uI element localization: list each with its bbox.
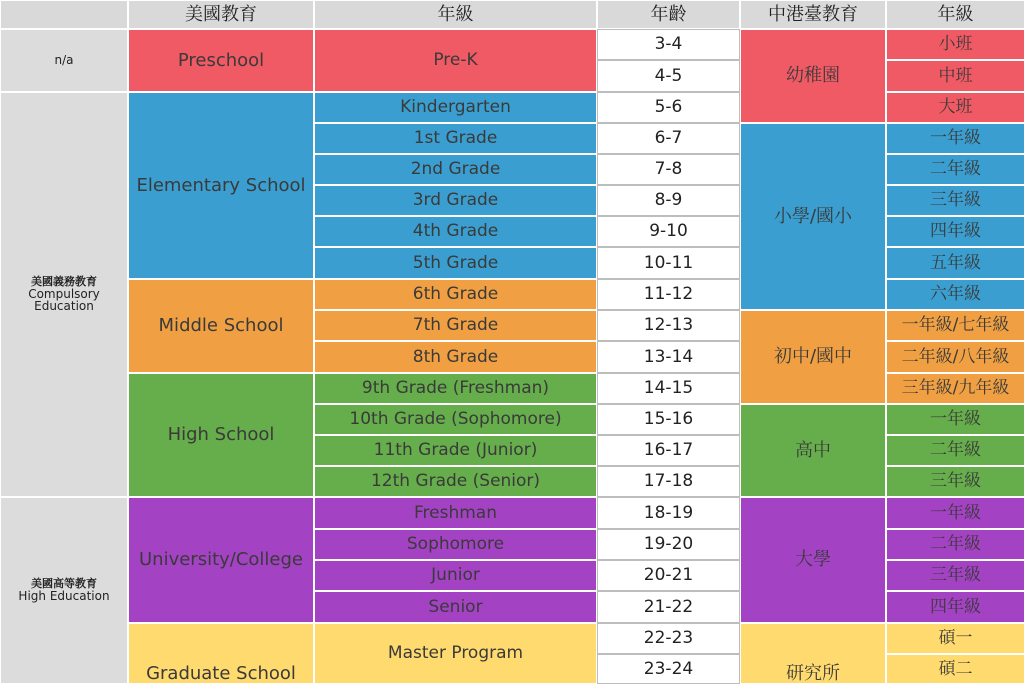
header-us-education: 美國教育 — [128, 0, 314, 29]
us-grade-1: 1st Grade — [314, 123, 597, 154]
cn-grade-p6: 六年級 — [886, 279, 1025, 310]
age-cell: 17-18 — [597, 466, 740, 497]
age-cell: 12-13 — [597, 310, 740, 341]
age-cell: 21-22 — [597, 591, 740, 623]
us-level-elementary: Elementary School — [128, 92, 314, 279]
cn-level-university: 大學 — [740, 497, 886, 623]
us-grade-freshman: Freshman — [314, 497, 597, 529]
us-grade-master: Master Program — [314, 623, 597, 684]
us-grade-8: 8th Grade — [314, 341, 597, 373]
cn-grade-u4: 四年級 — [886, 591, 1025, 623]
us-grade-11: 11th Grade (Junior) — [314, 435, 597, 466]
header-cn-education: 中港臺教育 — [740, 0, 886, 29]
cn-grade-p2: 二年級 — [886, 154, 1025, 185]
cn-grade-big: 大班 — [886, 92, 1025, 123]
us-level-graduate: Graduate School — [128, 623, 314, 684]
section-higher-cn: 美國高等教育 — [31, 577, 97, 591]
section-compulsory-en-2: Education — [34, 299, 94, 314]
age-cell: 11-12 — [597, 279, 740, 310]
us-level-high: High School — [128, 373, 314, 497]
us-grade-7: 7th Grade — [314, 310, 597, 341]
section-compulsory-cn: 美國義務教育 — [31, 275, 97, 289]
section-higher — [0, 497, 128, 684]
us-grade-junior: Junior — [314, 560, 597, 591]
us-grade-senior: Senior — [314, 591, 597, 623]
section-higher-en: High Education — [18, 588, 110, 603]
section-compulsory-en-1: Compulsory — [28, 286, 100, 301]
us-level-university: University/College — [128, 497, 314, 623]
cn-grade-j3: 三年級/九年級 — [886, 373, 1025, 404]
cn-grade-small: 小班 — [886, 29, 1025, 60]
us-grade-10: 10th Grade (Sophomore) — [314, 404, 597, 435]
cn-level-senior-high: 高中 — [740, 404, 886, 497]
cn-grade-u1: 一年級 — [886, 497, 1025, 529]
us-grade-6: 6th Grade — [314, 279, 597, 310]
section-na — [0, 29, 128, 92]
us-grade-4: 4th Grade — [314, 216, 597, 247]
us-grade-3: 3rd Grade — [314, 185, 597, 216]
header-us-grade: 年級 — [314, 0, 597, 29]
section-na-label: n/a — [54, 53, 74, 68]
age-cell: 15-16 — [597, 404, 740, 435]
age-cell: 13-14 — [597, 341, 740, 373]
cn-grade-h1: 一年級 — [886, 404, 1025, 435]
cn-grade-u2: 二年級 — [886, 529, 1025, 560]
age-cell: 23-24 — [597, 654, 740, 684]
age-cell: 14-15 — [597, 373, 740, 404]
cn-grade-h3: 三年級 — [886, 466, 1025, 497]
us-grade-pre-k: Pre-K — [314, 29, 597, 92]
header-age: 年齡 — [597, 0, 740, 29]
cn-grade-p1: 一年級 — [886, 123, 1025, 154]
cn-level-graduate: 研究所 — [740, 623, 886, 684]
cn-level-primary: 小學/國小 — [740, 123, 886, 310]
cn-grade-middle: 中班 — [886, 60, 1025, 92]
age-cell: 10-11 — [597, 247, 740, 279]
cn-grade-m2: 碩二 — [886, 654, 1025, 684]
section-compulsory — [0, 92, 128, 497]
us-level-preschool: Preschool — [128, 29, 314, 92]
age-cell: 9-10 — [597, 216, 740, 247]
age-cell: 5-6 — [597, 92, 740, 123]
cn-grade-m1: 碩一 — [886, 623, 1025, 654]
age-cell: 19-20 — [597, 529, 740, 560]
age-cell: 22-23 — [597, 623, 740, 654]
cn-level-junior-high: 初中/國中 — [740, 310, 886, 404]
cn-grade-p5: 五年級 — [886, 247, 1025, 279]
cn-grade-u3: 三年級 — [886, 560, 1025, 591]
us-grade-2: 2nd Grade — [314, 154, 597, 185]
age-cell: 4-5 — [597, 60, 740, 92]
cn-grade-j1: 一年級/七年級 — [886, 310, 1025, 341]
cn-grade-p4: 四年級 — [886, 216, 1025, 247]
age-cell: 18-19 — [597, 497, 740, 529]
age-cell: 7-8 — [597, 154, 740, 185]
cn-grade-j2: 二年級/八年級 — [886, 341, 1025, 373]
age-cell: 3-4 — [597, 29, 740, 60]
age-cell: 8-9 — [597, 185, 740, 216]
us-grade-12: 12th Grade (Senior) — [314, 466, 597, 497]
us-level-middle: Middle School — [128, 279, 314, 373]
us-grade-5: 5th Grade — [314, 247, 597, 279]
cn-grade-p3: 三年級 — [886, 185, 1025, 216]
cn-grade-h2: 二年級 — [886, 435, 1025, 466]
header-blank — [0, 0, 128, 29]
age-cell: 16-17 — [597, 435, 740, 466]
age-cell: 6-7 — [597, 123, 740, 154]
age-cell: 20-21 — [597, 560, 740, 591]
cn-level-kindergarten: 幼稚園 — [740, 29, 886, 123]
us-grade-sophomore: Sophomore — [314, 529, 597, 560]
us-grade-9: 9th Grade (Freshman) — [314, 373, 597, 404]
us-grade-kindergarten: Kindergarten — [314, 92, 597, 123]
header-cn-grade: 年級 — [886, 0, 1025, 29]
